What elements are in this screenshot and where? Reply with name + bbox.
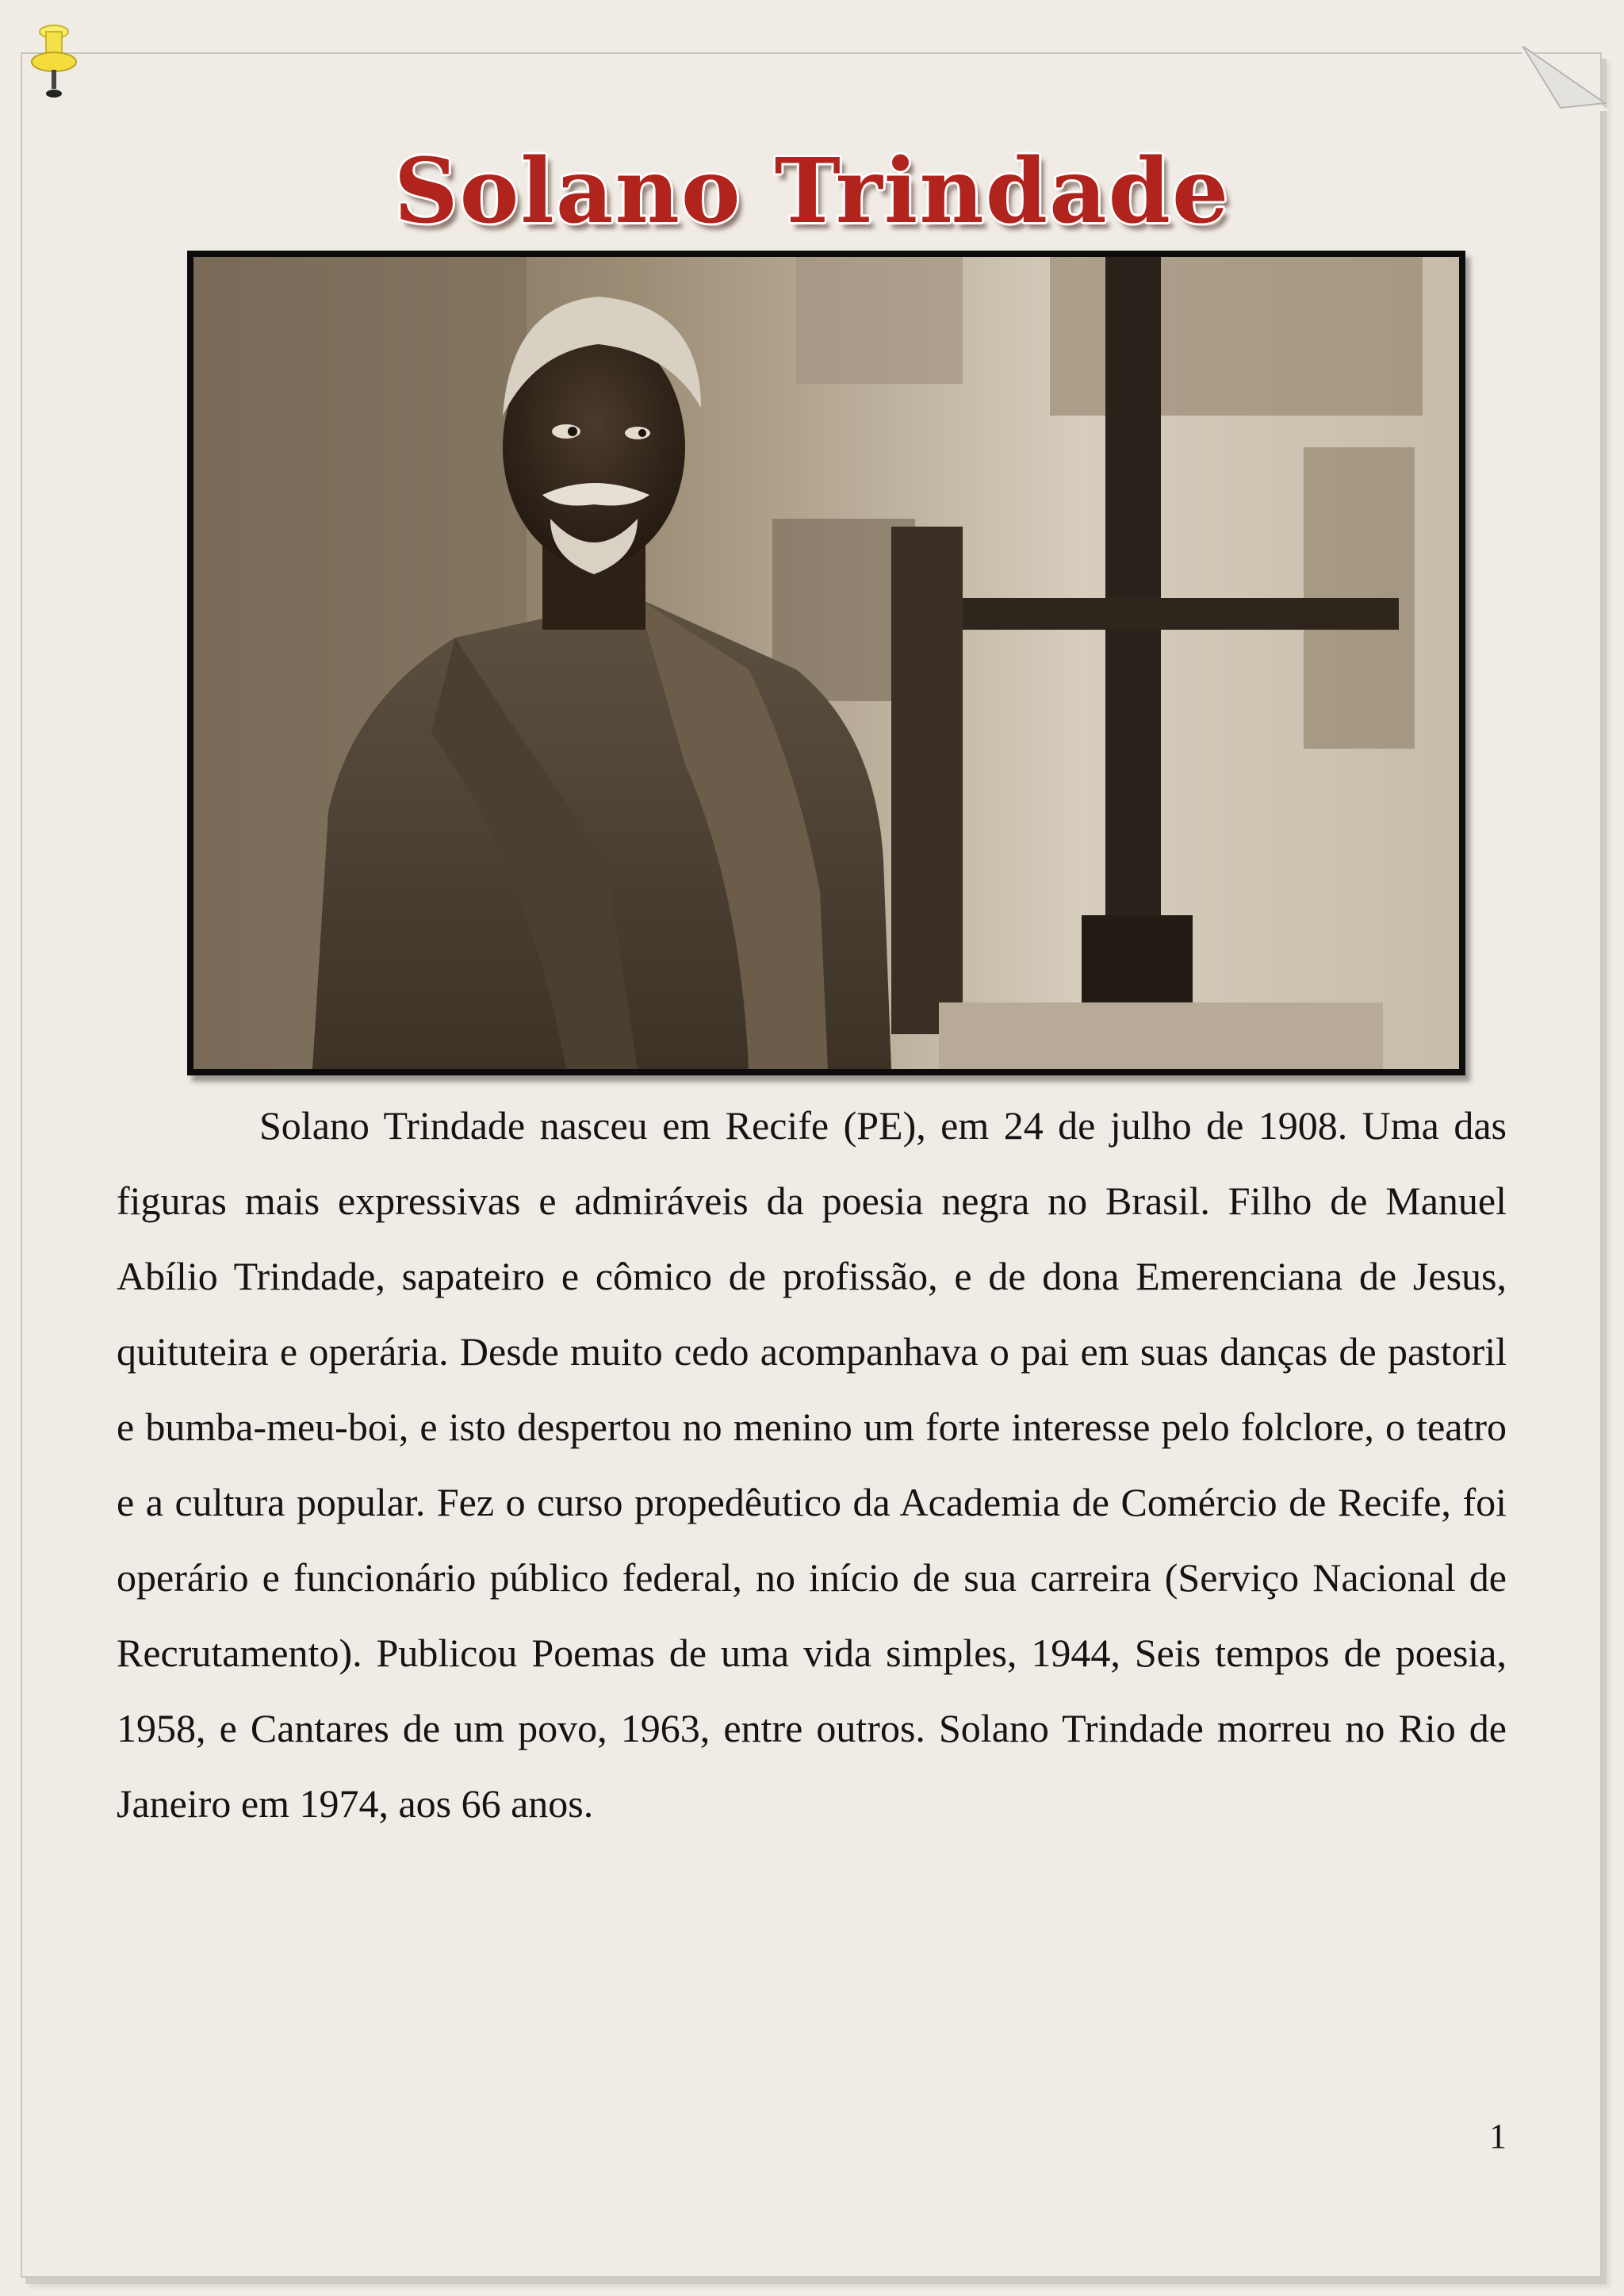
biography-paragraph: Solano Trindade nasceu em Recife (PE), em 24 de julho de 1908. Uma das figuras mais expressivas e admiráveis da poesia negra no Brasil. Filho de Manuel Abílio Trindade, sapateiro e cômico de profissão, e de dona Emerenciana de Jesus, quituteira e operária. Desde muito cedo acompanhava o pai em suas danças de pastoril e bumba-meu-boi, e isto despertou no menino um forte interesse pelo folclore, o teatro e a cultura popular. Fez o curso propedêutico da Academia de Comércio de Recife, foi operário e funcionário público federal, no início de sua carreira (Serviço Nacional de Recrutamento). Publicou Poemas de uma vida simples, 1944, Seis tempos de poesia, 1958, e Cantares de um povo, 1963, entre outros. Solano Trindade morreu no Rio de Janeiro em 1974, aos 66 anos. <box>117 1103 1507 1826</box>
page-number: 1 <box>1489 2117 1507 2156</box>
portrait-photo <box>187 251 1465 1075</box>
folded-corner-icon <box>1522 46 1610 111</box>
pushpin-icon <box>30 24 78 105</box>
page-title: Solano Trindade <box>393 140 1231 243</box>
